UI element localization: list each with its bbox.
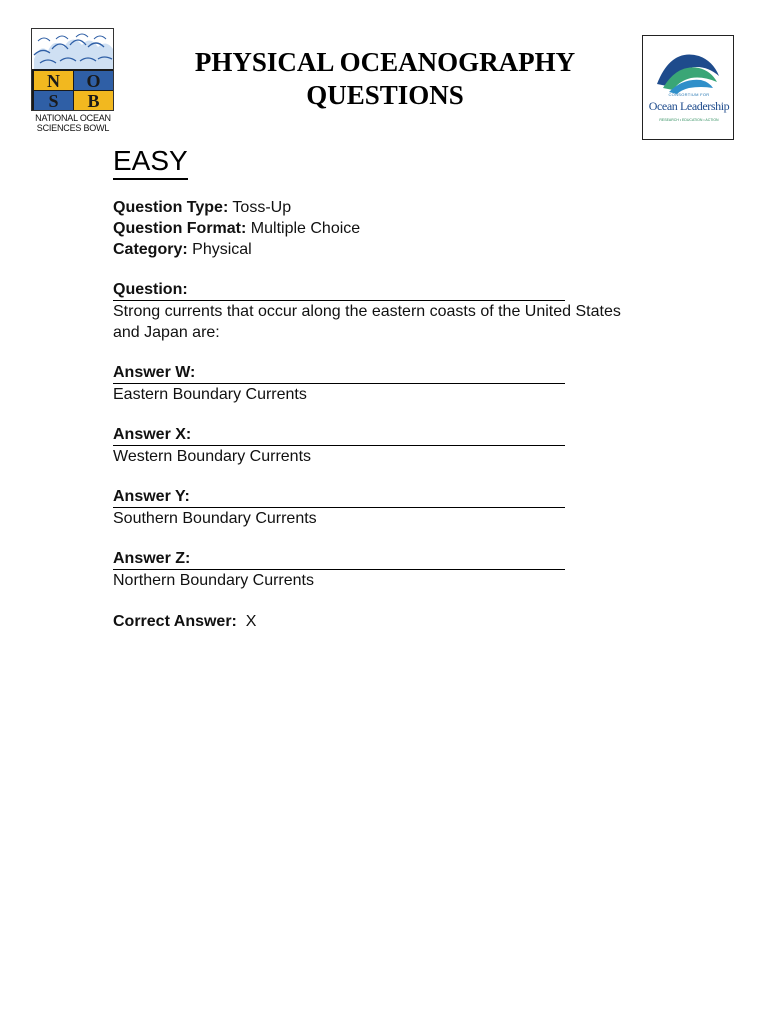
category-row bbox=[113, 239, 633, 260]
nosb-logo-frame bbox=[31, 28, 114, 111]
nosb-letter-o: O bbox=[86, 71, 101, 91]
correct-answer-value: X bbox=[245, 613, 257, 630]
answer-x-label: Answer X: bbox=[113, 425, 565, 446]
question-label: Question: bbox=[113, 280, 565, 301]
page-title-line2: QUESTIONS bbox=[306, 80, 464, 110]
question-block bbox=[113, 197, 633, 632]
nosb-letter-b: B bbox=[87, 91, 100, 111]
nosb-caption bbox=[25, 113, 121, 133]
nosb-letter-n: N bbox=[47, 71, 60, 91]
ocean-wave-icon bbox=[643, 36, 733, 96]
nosb-letter-s: S bbox=[48, 91, 59, 111]
correct-answer-label: Correct Answer: bbox=[113, 613, 237, 630]
ocean-leadership-logo bbox=[642, 35, 734, 140]
question-format-row bbox=[113, 218, 633, 239]
question-format-value: Multiple Choice bbox=[250, 220, 361, 237]
nosb-wave-icon bbox=[32, 29, 114, 111]
answer-w-label: Answer W: bbox=[113, 363, 565, 384]
answer-y-label: Answer Y: bbox=[113, 487, 565, 508]
ocean-leadership-small-text: CONSORTIUM FOR bbox=[668, 92, 710, 97]
nosb-logo bbox=[31, 28, 115, 134]
question-type-row bbox=[113, 197, 633, 218]
answer-w-text: Eastern Boundary Currents bbox=[113, 386, 307, 403]
answer-y-text: Southern Boundary Currents bbox=[113, 510, 317, 527]
question-type-label: Question Type: bbox=[113, 199, 229, 216]
ocean-leadership-tagline: RESEARCH • EDUCATION • ACTION bbox=[659, 118, 719, 122]
answer-z-label: Answer Z: bbox=[113, 549, 565, 570]
answer-z-text: Northern Boundary Currents bbox=[113, 572, 314, 589]
ocean-leadership-name: Ocean Leadership bbox=[648, 99, 730, 113]
question-format-label: Question Format: bbox=[113, 220, 247, 237]
page-title-line1: PHYSICAL OCEANOGRAPHY bbox=[194, 47, 576, 77]
question-type-value: Toss-Up bbox=[232, 199, 292, 216]
question-text: Strong currents that occur along the eastern coasts of the United States and Japan are: bbox=[113, 303, 621, 341]
nosb-caption-line1: NATIONAL OCEAN bbox=[35, 113, 111, 123]
page-title bbox=[150, 46, 620, 112]
answer-x-text: Western Boundary Currents bbox=[113, 448, 312, 465]
correct-answer-row bbox=[113, 611, 633, 632]
category-value: Physical bbox=[192, 241, 252, 258]
category-label: Category: bbox=[113, 241, 188, 258]
difficulty-heading: EASY bbox=[113, 144, 188, 180]
nosb-caption-line2: SCIENCES BOWL bbox=[36, 123, 110, 133]
